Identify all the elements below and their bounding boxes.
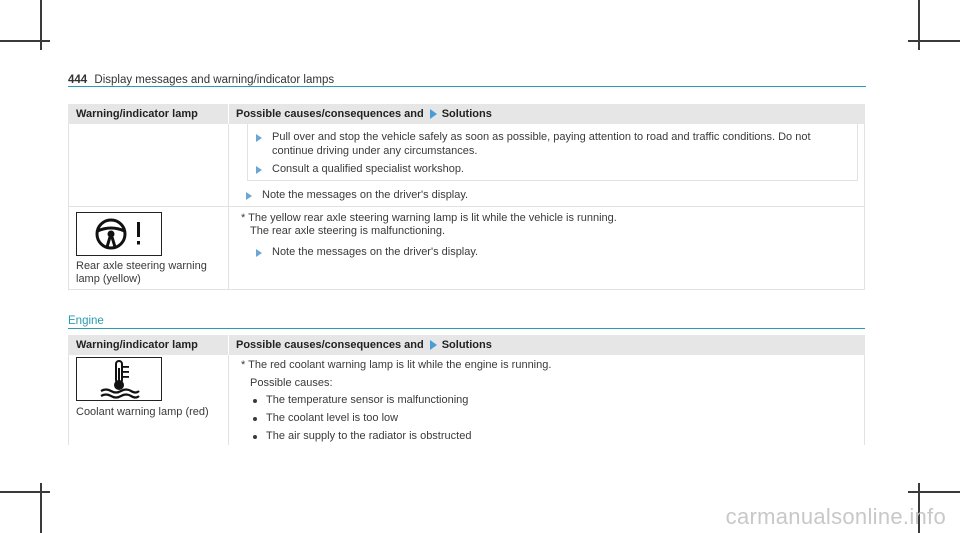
- column-header-solutions-text: Solutions: [441, 108, 492, 120]
- crop-mark: [40, 0, 42, 50]
- column-header-solutions-text: Solutions: [441, 339, 492, 351]
- column-divider: [228, 124, 229, 290]
- lamp-description: * The yellow rear axle steering warning lamp is lit while the vehicle is running.: [241, 212, 617, 224]
- cause-item: The coolant level is too low: [266, 412, 399, 424]
- page-title: Display messages and warning/indicator lamps: [94, 74, 335, 86]
- watermark: carmanualsonline.info: [725, 504, 946, 529]
- step-text: Note the messages on the driver's display.: [272, 246, 479, 258]
- table-header: [68, 335, 865, 355]
- table-border: [68, 124, 69, 290]
- header-separator: [228, 104, 229, 124]
- bullet: [253, 435, 257, 439]
- step-text: continue driving under any circumstances.: [272, 145, 478, 157]
- crop-mark: [908, 40, 960, 42]
- cause-item: The air supply to the radiator is obstructed: [266, 430, 472, 442]
- warning-table-2: [68, 335, 865, 445]
- bullet: [253, 399, 257, 403]
- column-header-causes: [236, 108, 492, 120]
- arrow-right-icon: [430, 340, 437, 350]
- step-text: Pull over and stop the vehicle safely as soon as possible, paying attention to road and traffic conditions. Do not: [272, 131, 811, 143]
- step-arrow-icon: [246, 192, 252, 200]
- row-divider: [68, 206, 865, 207]
- table-header: [68, 104, 865, 124]
- column-header-lamp: Warning/indicator lamp: [76, 108, 198, 120]
- header-rule: [68, 86, 866, 87]
- column-header-causes: [236, 339, 492, 351]
- cause-item: The temperature sensor is malfunctioning: [266, 394, 469, 406]
- steering-wheel-icon: [77, 213, 161, 255]
- lamp-icon-frame: [76, 357, 162, 401]
- table-border: [864, 124, 865, 290]
- crop-mark: [0, 40, 50, 42]
- lamp-label: lamp (yellow): [76, 273, 141, 285]
- crop-mark: [908, 491, 960, 493]
- lamp-icon-frame: [76, 212, 162, 256]
- step-arrow-icon: [256, 249, 262, 257]
- warning-table-1: [68, 104, 865, 290]
- step-arrow-icon: [256, 134, 262, 142]
- section-title: Engine: [68, 315, 104, 327]
- causes-label: Possible causes:: [250, 377, 333, 389]
- page-header: [68, 74, 334, 86]
- header-separator: [228, 335, 229, 355]
- lamp-label: Coolant warning lamp (red): [76, 406, 209, 418]
- crop-mark: [0, 491, 50, 493]
- column-header-causes-text: Possible causes/consequences and: [236, 108, 424, 120]
- arrow-right-icon: [430, 109, 437, 119]
- page-number: 444: [68, 74, 88, 86]
- crop-mark: [918, 0, 920, 50]
- step-text: Consult a qualified specialist workshop.: [272, 163, 464, 175]
- lamp-description: * The red coolant warning lamp is lit while the engine is running.: [241, 359, 552, 371]
- bullet: [253, 417, 257, 421]
- coolant-temperature-icon: [77, 358, 161, 400]
- table-border: [68, 355, 69, 445]
- step-arrow-icon: [256, 166, 262, 174]
- table-border: [864, 355, 865, 445]
- table-border: [68, 289, 865, 290]
- lamp-label: Rear axle steering warning: [76, 260, 207, 272]
- column-header-causes-text: Possible causes/consequences and: [236, 339, 424, 351]
- step-text: Note the messages on the driver's display.: [262, 189, 469, 201]
- column-header-lamp: Warning/indicator lamp: [76, 339, 198, 351]
- section-rule: [68, 328, 865, 329]
- lamp-description: The rear axle steering is malfunctioning.: [250, 225, 446, 237]
- column-divider: [228, 355, 229, 445]
